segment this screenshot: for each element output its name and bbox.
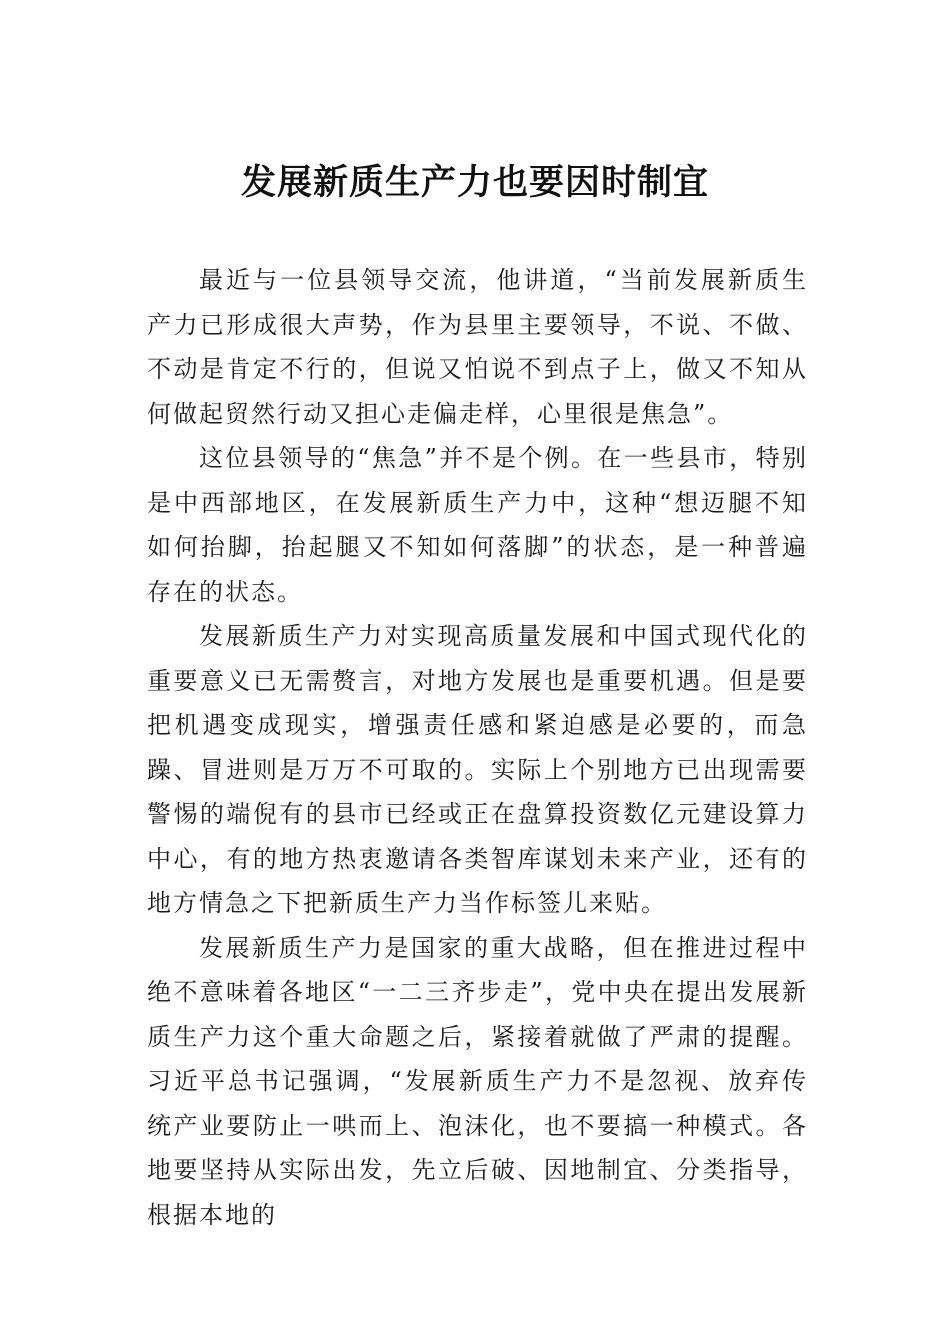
document-title: 发展新质生产力也要因时制宜	[240, 162, 709, 203]
paragraph-4: 发展新质生产力是国家的重大战略，但在推进过程中绝不意味着各地区“一二三齐步走”，党中央在提出发展新质生产力这个重大命题之后，紧接着就做了严肃的提醒。习近平总书记强调，“发展新质生产力不是忽视、放弃传统产业要防止一哄而上、泡沫化，也不要搞一种模式。各地要坚持从实际出发，先立后破、因地制宜、分类指导，根据本地的	[147, 933, 808, 1229]
document-body	[147, 258, 808, 1237]
paragraph-1: 最近与一位县领导交流，他讲道，“当前发展新质生产力已形成很大声势，作为县里主要领导，不说、不做、不动是肯定不行的，但说又怕说不到点子上，做又不知从何做起贸然行动又担心走偏走样，心里很是焦急”。	[147, 266, 808, 428]
paragraph-2: 这位县领导的“焦急”并不是个例。在一些县市，特别是中西部地区，在发展新质生产力中，这种“想迈腿不知如何抬脚，抬起腿又不知如何落脚”的状态，是一种普遍存在的状态。	[147, 444, 808, 606]
paragraph-3: 发展新质生产力对实现高质量发展和中国式现代化的重要意义已无需赘言，对地方发展也是重要机遇。但是要把机遇变成现实，增强责任感和紧迫感是必要的，而急躁、冒进则是万万不可取的。实际上个别地方已出现需要警惕的端倪有的县市已经或正在盘算投资数亿元建设算力中心，有的地方热衷邀请各类智库谋划未来产业，还有的地方情急之下把新质生产力当作标签儿来贴。	[147, 622, 808, 917]
